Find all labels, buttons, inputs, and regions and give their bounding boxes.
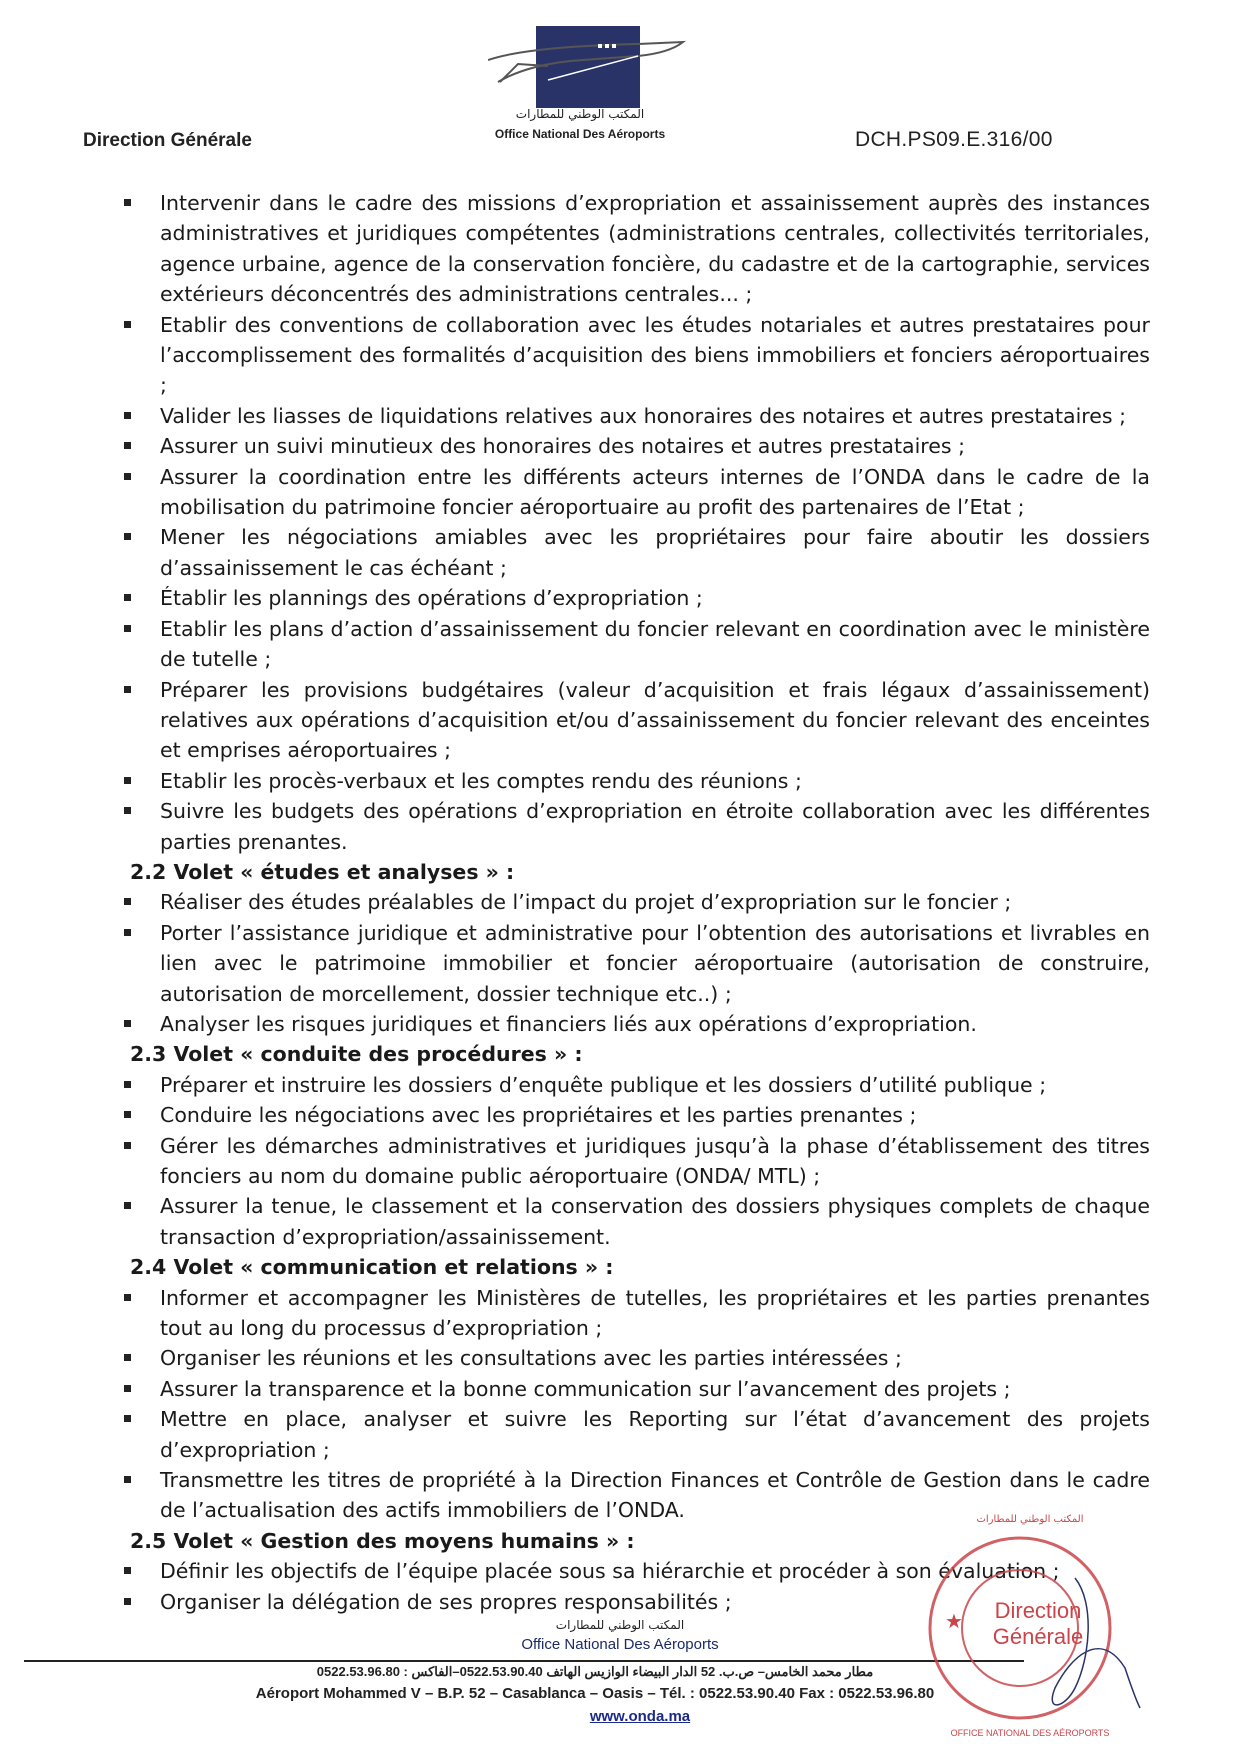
list-item-text: Analyser les risques juridiques et financiers liés aux opérations d’expropriation.	[160, 1011, 977, 1036]
logo-arabic-name: المكتب الوطني للمطارات	[515, 107, 645, 121]
list-item	[118, 1009, 1150, 1039]
list-item	[118, 1131, 1150, 1192]
list-item-text: Établir les plannings des opérations d’expropriation ;	[160, 586, 703, 611]
list-item-text: Préparer les provisions budgétaires (valeur d’acquisition et frais légaux d’assainissement) relatives aux opérations d’acquisition et/ou d’assainissement du foncier relevant des enceintes et emprises aéroportuaires ;	[160, 677, 1150, 763]
list-item	[118, 1070, 1150, 1100]
list-item-text: Porter l’assistance juridique et administrative pour l’obtention des autorisations et livrables en lien avec le patrimoine immobilier et foncier aéroportuaire (autorisation de construire, autorisation de morcellement, dossier technique etc..) ;	[160, 920, 1150, 1006]
bullet-icon	[124, 1294, 131, 1301]
list-item-text: Organiser les réunions et les consultations avec les parties intéressées ;	[160, 1346, 902, 1371]
list-item-text: Etablir les procès-verbaux et les comptes rendu des réunions ;	[160, 768, 802, 793]
list-item	[118, 431, 1150, 461]
list-item-text: Suivre les budgets des opérations d’expropriation en étroite collaboration avec les différentes parties prenantes.	[160, 799, 1150, 854]
section-heading-text: 2.4 Volet « communication et relations » :	[130, 1255, 614, 1280]
list-item	[118, 583, 1150, 613]
list-item	[118, 766, 1150, 796]
bullet-icon	[124, 594, 131, 601]
list-item	[118, 675, 1150, 766]
bullet-icon	[124, 1598, 131, 1605]
list-item-text: Assurer la tenue, le classement et la conservation des dossiers physiques complets de chaque transaction d’expropriation/assainissement.	[160, 1194, 1150, 1249]
logo-french-name: Office National Des Aéroports	[494, 127, 666, 141]
list-item-text: Préparer et instruire les dossiers d’enquête publique et les dossiers d’utilité publique ;	[160, 1072, 1047, 1097]
bullet-icon	[124, 442, 131, 449]
bullet-icon	[124, 1202, 131, 1209]
list-item-text: Gérer les démarches administratives et juridiques jusqu’à la phase d’établissement des titres fonciers au nom du domaine public aéroportuaire (ONDA/ MTL) ;	[160, 1133, 1150, 1188]
section-heading-text: 2.3 Volet « conduite des procédures » :	[130, 1042, 583, 1067]
list-item	[118, 1404, 1150, 1465]
list-item-text: Réaliser des études préalables de l’impact du projet d’expropriation sur le foncier ;	[160, 890, 1012, 915]
section-heading-text: 2.2 Volet « études et analyses » :	[130, 859, 515, 884]
department-label: Direction Générale	[83, 130, 252, 151]
section-heading-text: 2.5 Volet « Gestion des moyens humains » :	[130, 1528, 635, 1553]
list-item	[118, 462, 1150, 523]
list-item-text: Etablir des conventions de collaboration avec les études notariales et autres prestataires pour l’accomplissement des formalités d’acquisition des biens immobiliers et fonciers aéroportuaires ;	[160, 312, 1150, 398]
bullet-icon	[124, 807, 131, 814]
list-item-text: Organiser la délégation de ses propres responsabilités ;	[160, 1589, 732, 1614]
footer-arabic-name: المكتب الوطني للمطارات	[555, 1618, 685, 1632]
list-item-text: Conduire les négociations avec les propriétaires et les parties prenantes ;	[160, 1103, 917, 1128]
list-item-text: Valider les liasses de liquidations relatives aux honoraires des notaires et autres prestataires ;	[160, 403, 1126, 428]
list-item-text: Mettre en place, analyser et suivre les Reporting sur l’état d’avancement des projets d’expropriation ;	[160, 1407, 1150, 1462]
bullet-icon	[124, 321, 131, 328]
footer-french-name: Office National Des Aéroports	[521, 1636, 719, 1653]
list-item	[118, 310, 1150, 401]
list-item-text: Etablir les plans d’action d’assainissement du foncier relevant en coordination avec le ministère de tutelle ;	[160, 616, 1150, 672]
stamp-line-1: Direction	[994, 1598, 1082, 1623]
bullet-icon	[124, 1020, 131, 1027]
stamp-ring-text: OFFICE NATIONAL DES AÉROPORTS	[950, 1728, 1110, 1738]
bullet-icon	[124, 1111, 131, 1118]
list-item	[118, 1374, 1150, 1404]
bullet-icon	[124, 412, 131, 419]
footer-address: Aéroport Mohammed V – B.P. 52 – Casablanca – Oasis – Tél. : 0522.53.90.40 Fax : 0522.53.96.80	[255, 1685, 935, 1702]
list-item	[118, 887, 1150, 917]
list-item	[118, 1343, 1150, 1373]
stamp-label	[983, 1598, 1093, 1650]
footer-divider	[24, 1660, 1024, 1662]
bullet-icon	[124, 1354, 131, 1361]
list-item	[118, 614, 1150, 675]
section-heading	[118, 857, 1150, 887]
list-item-text: Assurer la transparence et la bonne communication sur l’avancement des projets ;	[160, 1376, 1011, 1401]
list-item	[118, 1100, 1150, 1130]
list-item-text: Intervenir dans le cadre des missions d’expropriation et assainissement auprès des instances administratives et juridiques compétentes (administrations centrales, collectivités territoriales, agence urbaine, agence de la conservation foncière, du cadastre et de la cartographie, services extérieurs déconcentrés des administrations centrales... ;	[160, 191, 1150, 307]
list-item	[118, 918, 1150, 1009]
footer-website-link[interactable]: www.onda.ma	[589, 1708, 691, 1725]
list-item	[118, 1283, 1150, 1344]
section-heading	[118, 1039, 1150, 1069]
bullet-icon	[124, 686, 131, 693]
list-item-text: Assurer un suivi minutieux des honoraires des notaires et autres prestataires ;	[160, 434, 965, 459]
list-item	[118, 1191, 1150, 1252]
bullet-icon	[124, 625, 131, 632]
document-body	[118, 188, 1150, 1617]
svg-text:★: ★	[945, 1611, 963, 1633]
section-heading	[118, 1252, 1150, 1282]
bullet-icon	[124, 533, 131, 540]
list-item	[118, 522, 1150, 583]
footer-arabic-address: مطار محمد الخامس– ص.ب. 52 الدار البيضاء الوازيس الهاتف 0522.53.90.40–الفاكس : 0522.53.96.80	[316, 1664, 874, 1679]
page-header	[0, 0, 1241, 170]
document-reference: DCH.PS09.E.316/00	[855, 128, 1053, 151]
bullet-icon	[124, 898, 131, 905]
bullet-icon	[124, 777, 131, 784]
stamp-line-2: Générale	[992, 1624, 1084, 1649]
list-item-text: Mener les négociations amiables avec les propriétaires pour faire aboutir les dossiers d’assainissement le cas échéant ;	[160, 525, 1150, 580]
bullet-icon	[124, 473, 131, 480]
list-item-text: Assurer la coordination entre les différents acteurs internes de l’ONDA dans le cadre de la mobilisation du patrimoine foncier aéroportuaire au profit des partenaires de l’Etat ;	[160, 464, 1150, 520]
bullet-icon	[124, 1385, 131, 1392]
stamp-ring-arabic: المكتب الوطني للمطارات	[976, 1514, 1084, 1525]
list-item	[118, 188, 1150, 310]
list-item	[118, 796, 1150, 857]
bullet-icon	[124, 199, 131, 206]
bullet-icon	[124, 1476, 131, 1483]
list-item-text: Définir les objectifs de l’équipe placée sous sa hiérarchie et procéder à son évaluation ;	[160, 1559, 1060, 1584]
bullet-icon	[124, 929, 131, 936]
bullet-icon	[124, 1567, 131, 1574]
bullet-icon	[124, 1081, 131, 1088]
list-item-text: Informer et accompagner les Ministères de tutelles, les propriétaires et les parties prenantes tout au long du processus d’expropriation ;	[160, 1285, 1150, 1341]
list-item-text: Transmettre les titres de propriété à la Direction Finances et Contrôle de Gestion dans le cadre de l’actualisation des actifs immobiliers de l’ONDA.	[160, 1468, 1150, 1523]
bullet-icon	[124, 1142, 131, 1149]
bullet-icon	[124, 1415, 131, 1422]
list-item	[118, 401, 1150, 431]
